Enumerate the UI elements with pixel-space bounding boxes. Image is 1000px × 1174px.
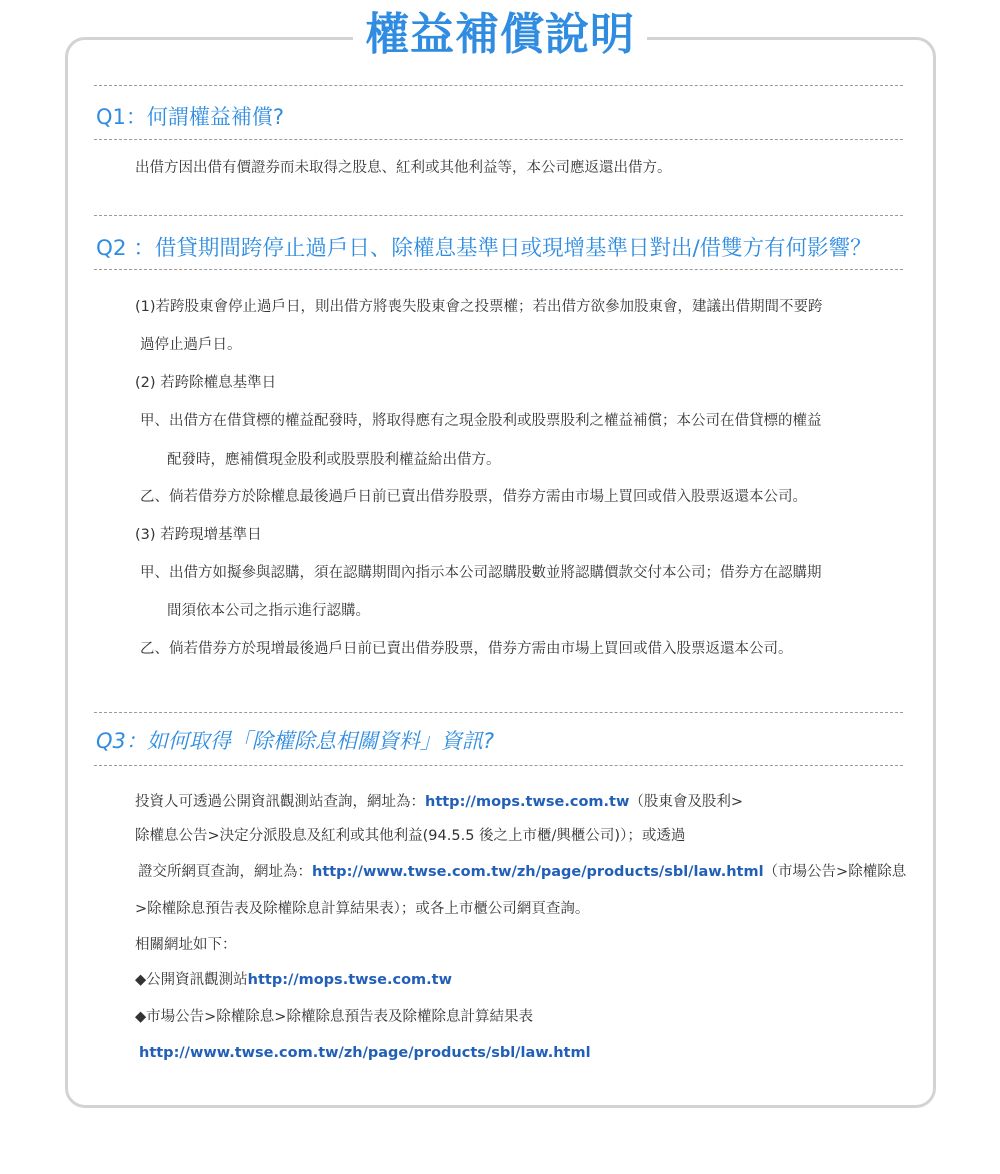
q2-paragraph-3a-line-2: 間須依本公司之指示進行認購。 xyxy=(167,603,370,619)
q3-line-6-text: ◆公開資訊觀測站 xyxy=(135,972,248,988)
divider xyxy=(94,139,903,140)
page-title: 權益補償說明 xyxy=(353,6,647,64)
divider xyxy=(94,712,903,713)
q3-line-6 xyxy=(135,970,452,990)
q2-paragraph-2-heading: (2) 若跨除權息基準日 xyxy=(135,375,277,391)
q3-line-1 xyxy=(135,792,743,812)
q2-paragraph-2a-line-2: 配發時，應補償現金股利或股票股利權益給出借方。 xyxy=(167,452,501,468)
q2-paragraph-2b: 乙、倘若借券方於除權息最後過戶日前已賣出借券股票，借券方需由市場上買回或借入股票返還本公司。 xyxy=(140,489,807,505)
twse-law-link-2[interactable]: http://www.twse.com.tw/zh/page/products/sbl/law.html xyxy=(139,1045,591,1061)
q2-paragraph-1-line-1: (1)若跨股東會停止過戶日，則出借方將喪失股東會之投票權；若出借方欲參加股東會，建議出借期間不要跨 xyxy=(135,299,823,315)
mops-link[interactable]: http://mops.twse.com.tw xyxy=(425,794,630,810)
q2-heading: Q2 ：借貸期間跨停止過戶日、除權息基準日或現增基準日對出/借雙方有何影響？ xyxy=(96,236,872,261)
q2-paragraph-3a-line-1: 甲、出借方如擬參與認購，須在認購期間內指示本公司認購股數並將認購價款交付本公司；借券方在認購期 xyxy=(140,565,822,581)
q3-line-1-text: 投資人可透過公開資訊觀測站查詢，網址為： xyxy=(135,794,425,810)
q3-line-4: >除權除息預告表及除權除息計算結果表）；或各上市櫃公司網頁查詢。 xyxy=(135,901,590,917)
q3-line-3-text: 證交所網頁查詢，網址為： xyxy=(138,864,312,880)
q2-paragraph-3-heading: (3) 若跨現增基準日 xyxy=(135,527,262,543)
q2-paragraph-1-line-2: 過停止過戶日。 xyxy=(140,337,242,353)
divider xyxy=(94,85,903,86)
divider xyxy=(94,215,903,216)
divider xyxy=(94,765,903,766)
q3-line-7: ◆市場公告>除權除息>除權除息預告表及除權除息計算結果表 xyxy=(135,1009,533,1025)
q3-line-2: 除權息公告>決定分派股息及紅利或其他利益(94.5.5 後之上市櫃/興櫃公司)）；或透過 xyxy=(135,828,686,844)
q3-line-5: 相關網址如下： xyxy=(135,937,237,953)
q3-line-3-suffix: （市場公告>除權除息 xyxy=(763,864,907,880)
mops-link-2[interactable]: http://mops.twse.com.tw xyxy=(247,972,453,988)
q3-line-3 xyxy=(138,862,906,882)
q3-heading: Q3：如何取得「除權除息相關資料」資訊? xyxy=(96,729,495,753)
twse-law-link[interactable]: http://www.twse.com.tw/zh/page/products/sbl/law.html xyxy=(312,864,764,880)
q1-answer: 出借方因出借有價證券而未取得之股息、紅利或其他利益等，本公司應返還出借方。 xyxy=(135,160,672,176)
q2-paragraph-3b: 乙、倘若借券方於現增最後過戶日前已賣出借券股票，借券方需由市場上買回或借入股票返還本公司。 xyxy=(140,641,793,657)
q3-line-1-suffix: （股東會及股利> xyxy=(629,794,744,810)
divider xyxy=(94,269,903,270)
q2-paragraph-2a-line-1: 甲、出借方在借貸標的權益配發時，將取得應有之現金股利或股票股利之權益補償；本公司在借貸標的權益 xyxy=(140,413,822,429)
q1-heading: Q1：何謂權益補償? xyxy=(96,105,285,129)
